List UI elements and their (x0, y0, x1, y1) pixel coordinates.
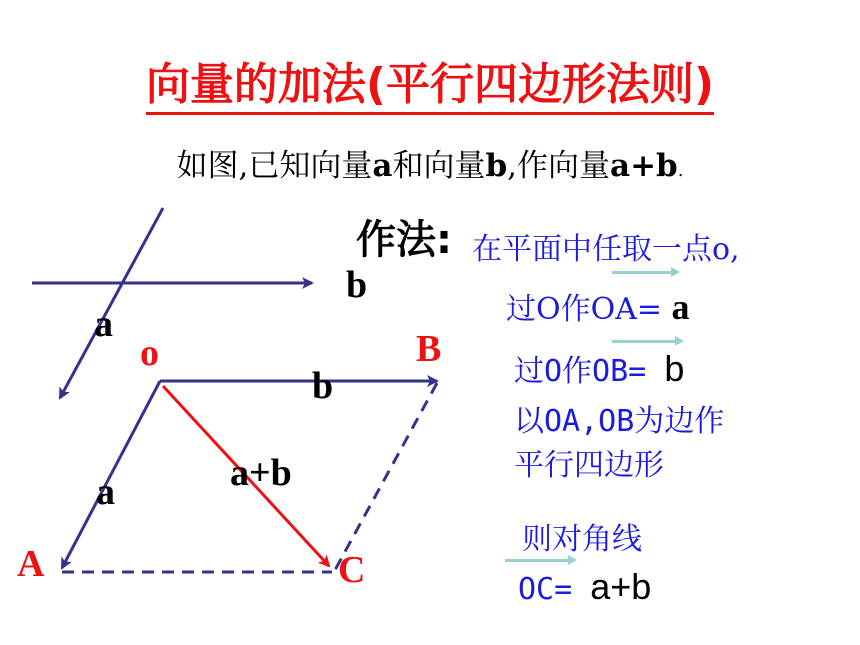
label-o: o (140, 332, 159, 374)
label-A: A (17, 543, 45, 585)
dashed-side-bc (335, 383, 437, 570)
vector-arrow-icon (612, 340, 678, 343)
step-3: 过O作OB= b (514, 348, 685, 389)
label-b-given: b (346, 264, 368, 306)
step-1: 在平面中任取一点o, (472, 232, 740, 267)
step-5: 平行四边形 (514, 448, 664, 483)
problem-statement: 如图,已知向量a和向量b,作向量a+b. (176, 148, 684, 184)
label-a-given: a (94, 303, 113, 345)
label-B: B (416, 328, 442, 370)
label-a-plus-b: a+b (230, 452, 292, 494)
label-a-oa: a (96, 471, 115, 513)
label-b-ob: b (312, 365, 334, 407)
vector-arrow-icon (505, 559, 571, 562)
vector-arrow-icon (612, 271, 674, 274)
label-C: C (338, 549, 366, 591)
page-title: 向量的加法(平行四边形法则) (0, 48, 860, 112)
step-2: 过O作OA= a (506, 287, 690, 327)
step-4: 以OA,OB为边作 (514, 404, 725, 439)
step-7: OC= a+b (518, 566, 652, 607)
method-heading: 作法: (356, 217, 452, 263)
step-6: 则对角线 (522, 522, 642, 557)
